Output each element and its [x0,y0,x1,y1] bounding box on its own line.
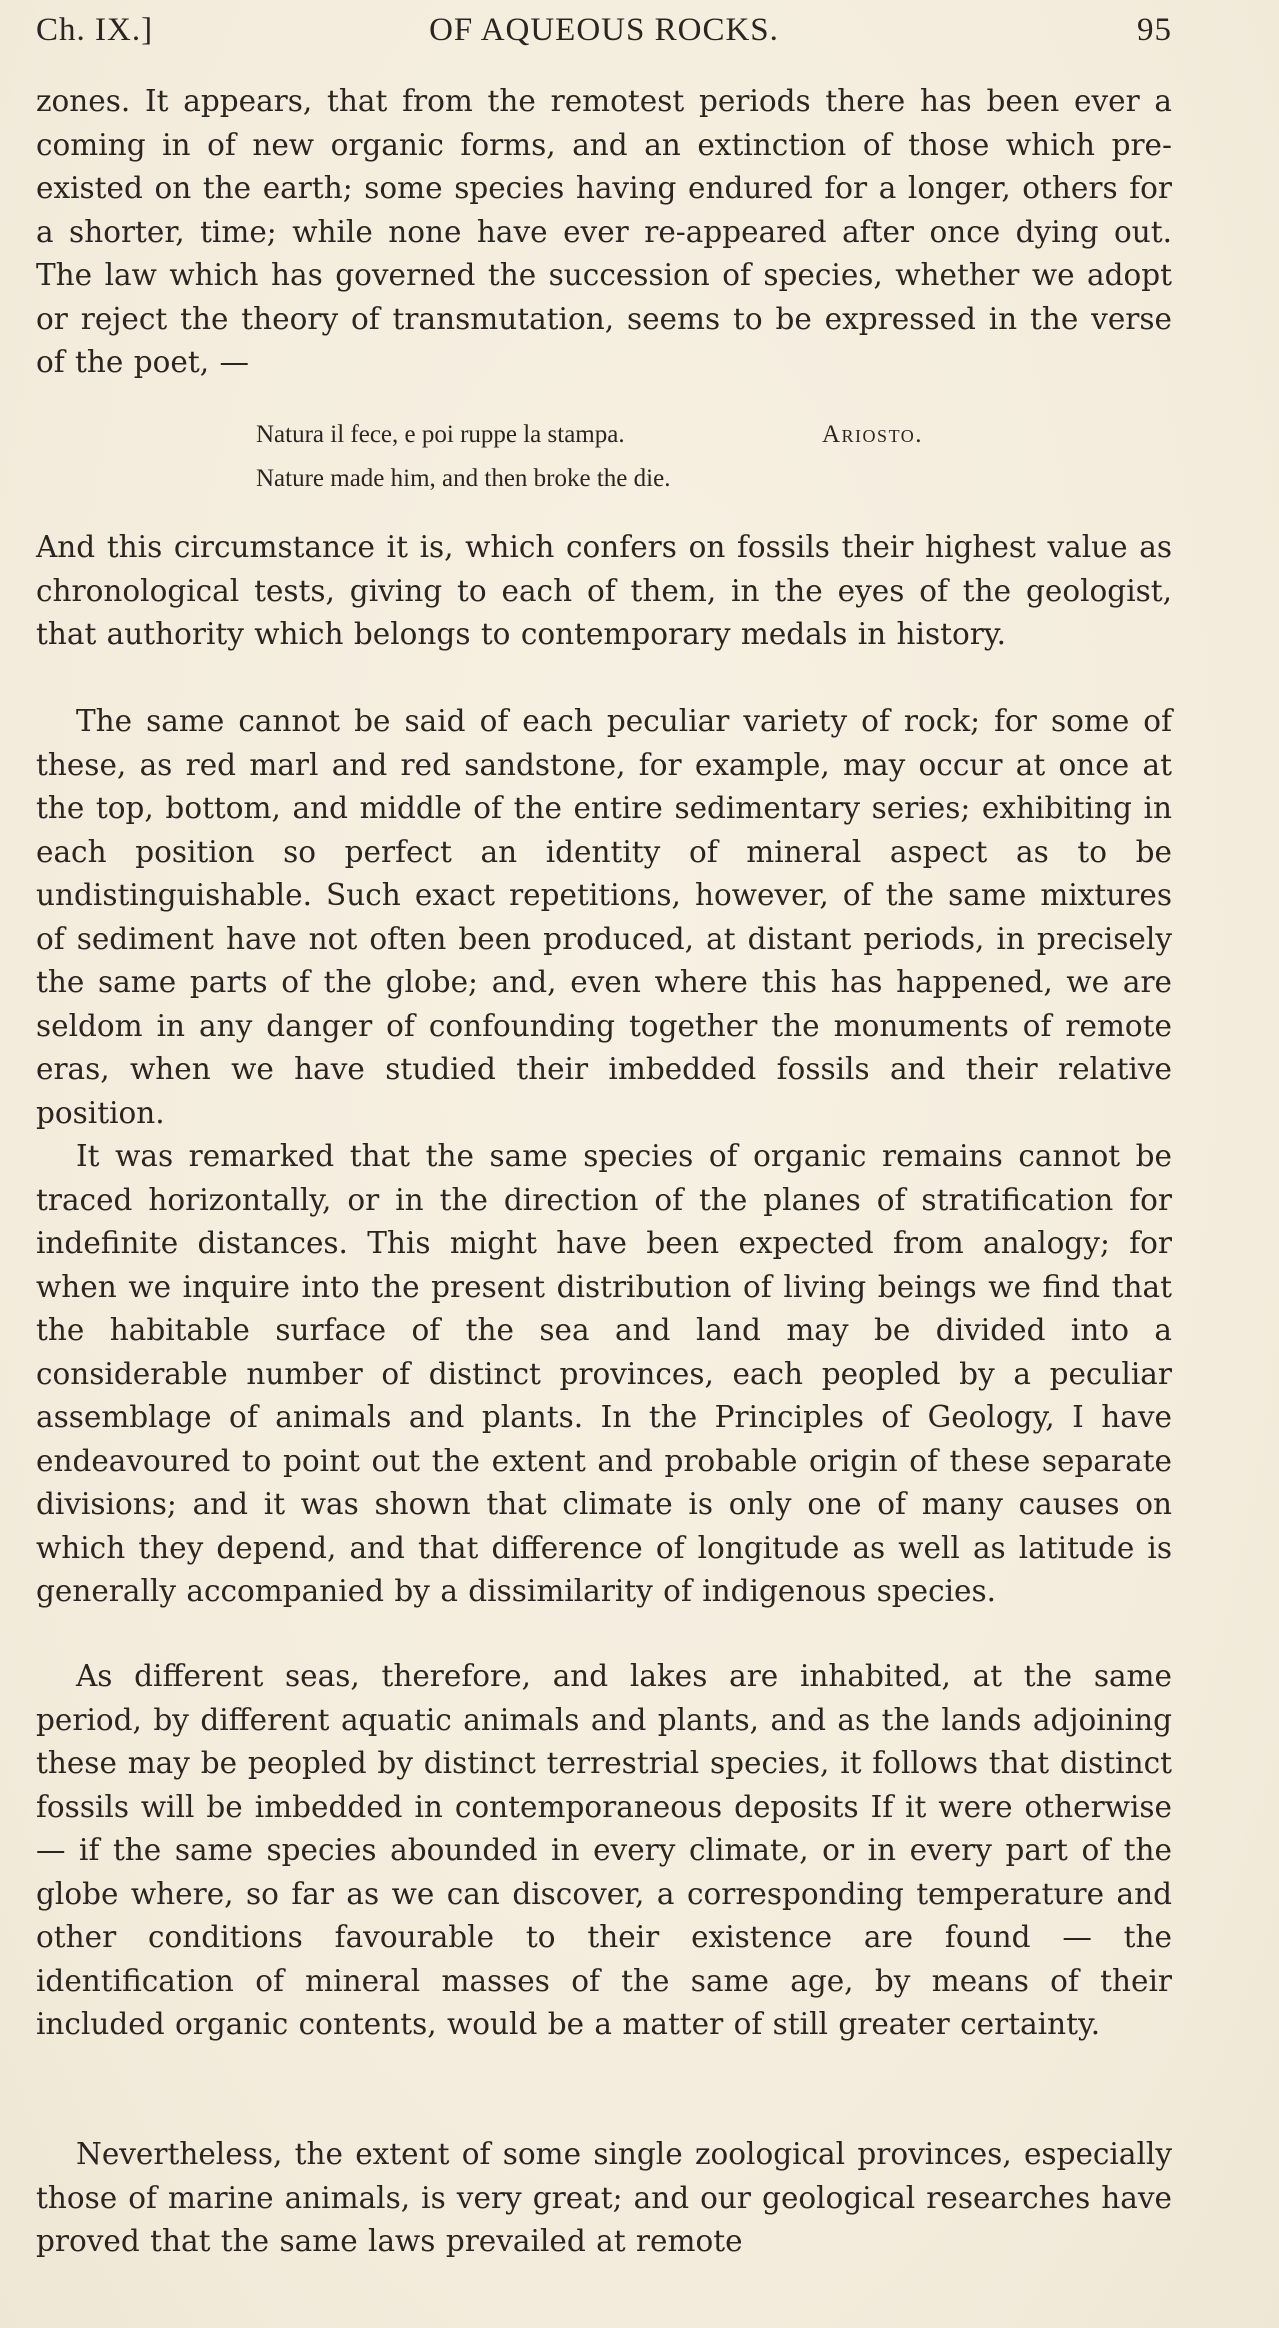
paragraph-2: And this circumstance it is, which confers on fossils their highest value as chronological tests, giving to each of them, in the eyes of the geologist, that authority which belongs to contemporary medals in history. [36,530,1172,651]
page-number: 95 [1137,12,1172,48]
paragraph-1: zones. It appears, that from the remotest periods there has been ever a coming in of new organic forms, and an extinction of those which pre-existed on the earth; some species having endured for a longer, others for a shorter, time; while none have ever re-appeared after once dying out. The law which has governed the succession of species, whether we adopt or reject the theory of transmutation, seems to be expressed in the verse of the poet, — [36,84,1172,379]
running-header [36,12,1172,52]
paragraph-6: Nevertheless, the extent of some single zoological provinces, especially those of marine animals, is very great; and our geological researches have proved that the same laws prevailed at remote [36,2137,1172,2258]
paragraph-5: As different seas, therefore, and lakes are inhabited, at the same period, by different aquatic animals and plants, and as the lands adjoining these may be peopled by distinct terrestrial species, it follows that distinct fossils will be imbedded in contemporaneous deposits If it were otherwise — if the same species abounded in every climate, or in every part of the globe where, so far as we can discover, a corresponding temperature and other conditions favourable to their existence are found — the identification of mineral masses of the same age, by means of their included organic contents, would be a matter of still greater certainty. [36,1659,1172,2041]
quote-english: Nature made him, and then broke the die. [256,465,671,492]
verse-quote [256,413,986,501]
page-title: OF AQUEOUS ROCKS. [429,12,779,48]
paragraph-4: It was remarked that the same species of organic remains cannot be traced horizontally, or in the direction of the planes of stratification for indefinite distances. This might have been expected from analogy; for when we inquire into the present distribution of living beings we find that the habitable surface of the sea and land may be divided into a considerable number of distinct provinces, each peopled by a peculiar assemblage of animals and plants. In the Principles of Geology, I have endeavoured to point out the extent and probable origin of these separate divisions; and it was shown that climate is only one of many causes on which they depend, and that difference of longitude as well as latitude is generally accompanied by a dissimilarity of indigenous species. [36,1139,1172,1608]
chapter-label: Ch. IX.] [36,12,154,48]
paragraph-3: The same cannot be said of each peculiar variety of rock; for some of these, as red marl and red sandstone, for example, may occur at once at the top, bottom, and middle of the entire sedimentary series; exhibiting in each position so perfect an identity of mineral aspect as to be undistinguishable. Such exact repetitions, however, of the same mixtures of sediment have not often been produced, at distant periods, in precisely the same parts of the globe; and, even where this has happened, we are seldom in any danger of confounding together the monuments of remote eras, when we have studied their imbedded fossils and their relative position. [36,704,1172,1130]
quote-attribution: Ariosto. [822,421,923,448]
quote-italian: Natura il fece, e poi ruppe la stampa. [256,421,625,448]
quote-italian-line [256,413,986,457]
